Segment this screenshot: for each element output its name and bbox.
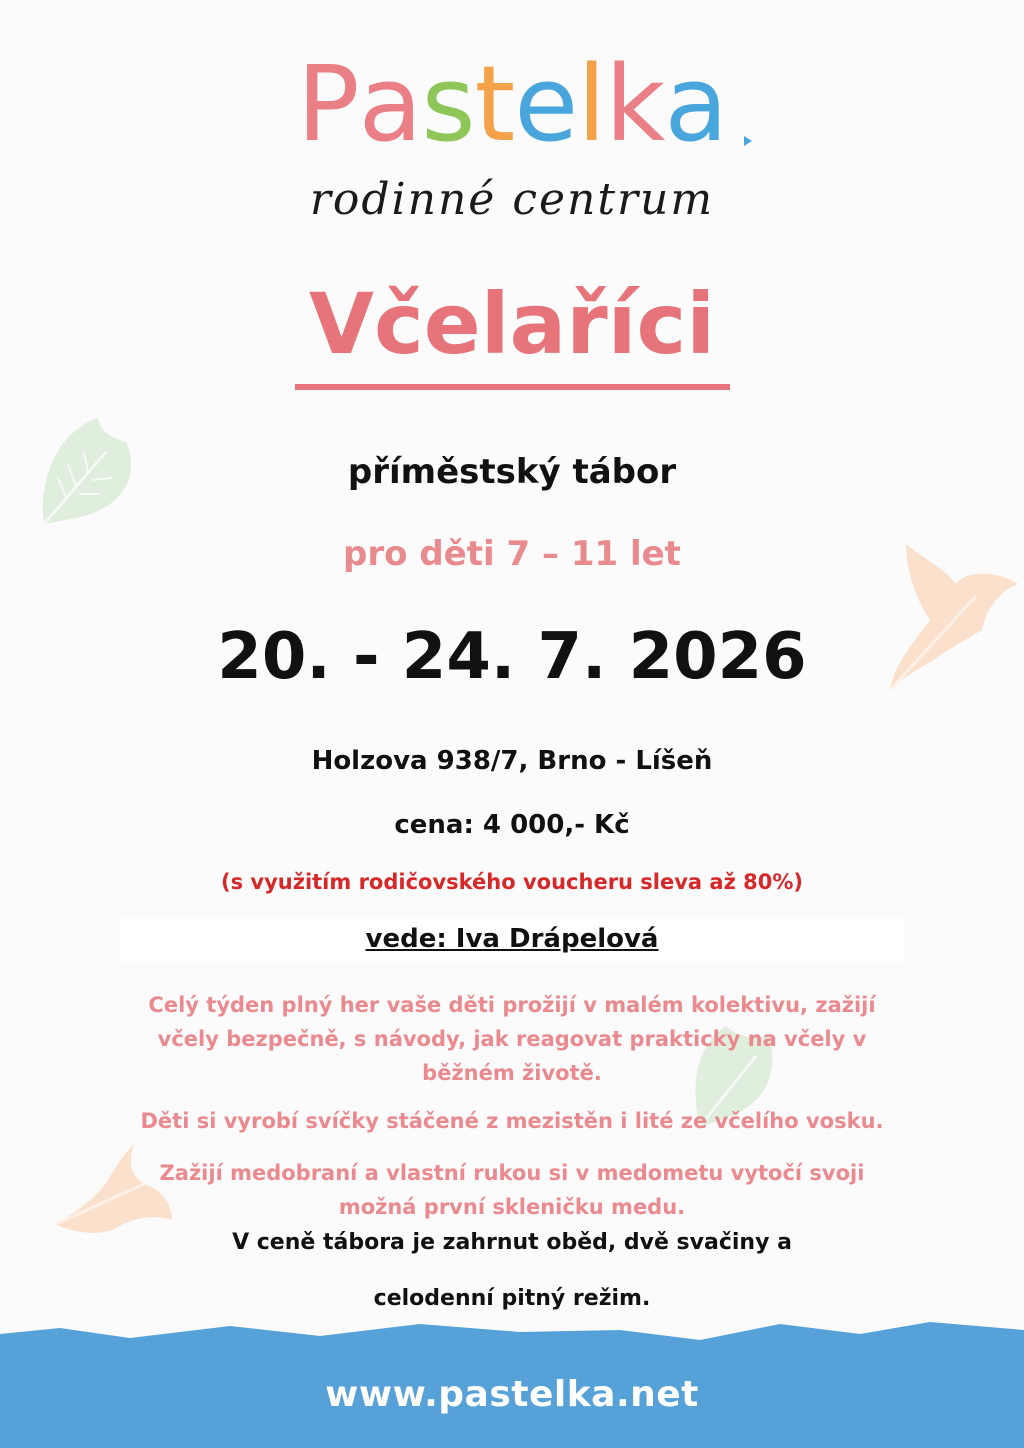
- event-address: Holzova 938/7, Brno - Líšeň: [311, 746, 713, 776]
- voucher-note: (s využitím rodičovského voucheru sleva až 80%): [220, 870, 803, 894]
- age-range: pro děti 7 – 11 let: [343, 534, 681, 574]
- description-paragraph-1: Celý týden plný her vaše děti prožijí v malém kolektivu, zažijí včely bezpečně, s návody, jak reagovat prakticky na včely v běžném životě.: [148, 993, 876, 1085]
- title-underline: [295, 384, 730, 390]
- logo-wordmark: [0, 43, 1024, 165]
- description-paragraph-2: Děti si vyrobí svíčky stáčené z mezistěn i lité ze včelího vosku.: [140, 1109, 884, 1133]
- description-paragraph-3: Zažijí medobraní a vlastní rukou si v medometu vytočí svoji možná první skleničku medu.: [159, 1161, 865, 1219]
- event-title: Včelaříci: [308, 275, 716, 373]
- event-type: příměstský tábor: [347, 452, 677, 492]
- logo-letter: k: [605, 43, 665, 165]
- event-date: 20. - 24. 7. 2026: [217, 620, 807, 694]
- logo-subtitle: rodinné centrum: [309, 174, 715, 225]
- logo-letter: l: [577, 43, 606, 165]
- included-line-1: V ceně tábora je zahrnut oběd, dvě svačiny a: [232, 1230, 792, 1255]
- logo-letter: s: [421, 43, 475, 165]
- logo-letter: t: [474, 43, 515, 165]
- event-price: cena: 4 000,- Kč: [394, 810, 630, 840]
- logo-letter: e: [514, 43, 578, 165]
- logo-letter: a: [664, 43, 728, 165]
- logo-letter: a: [358, 43, 422, 165]
- logo-dot-icon: [744, 136, 752, 146]
- website-link[interactable]: www.pastelka.net: [325, 1374, 699, 1415]
- logo-letter: P: [296, 43, 359, 165]
- event-leader: vede: Iva Drápelová: [365, 924, 659, 954]
- included-line-2: celodenní pitný režim.: [373, 1286, 651, 1311]
